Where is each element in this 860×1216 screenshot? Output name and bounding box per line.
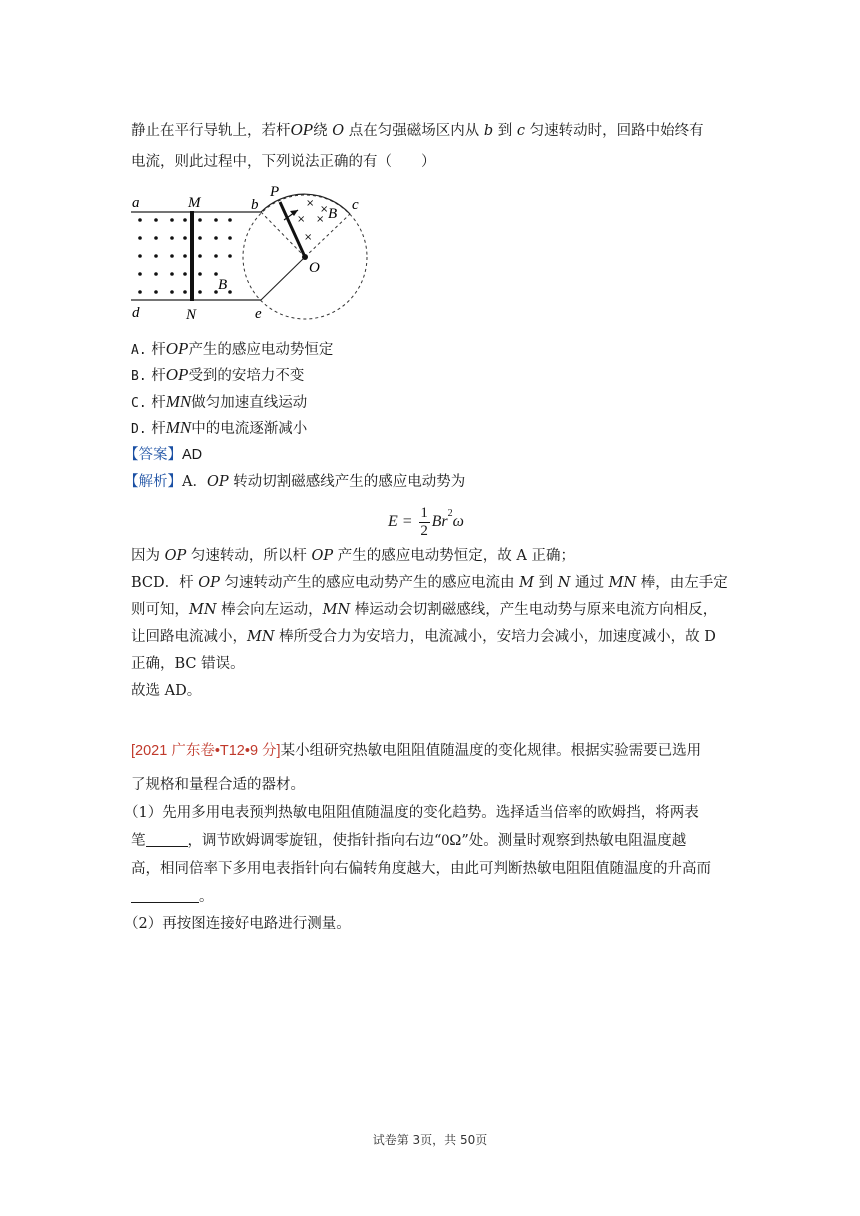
analysis-text: 通过 (570, 575, 609, 591)
analysis-text: 棒，由左手定 (636, 575, 728, 591)
circuit-figure (128, 186, 388, 326)
label-a: a (132, 195, 140, 211)
option-a (131, 339, 333, 361)
analysis-line-5 (131, 627, 716, 647)
svg-text:×: × (316, 214, 325, 225)
var-op: OP (311, 548, 334, 564)
q2-part2-line: （2）再按图连接好电路进行测量。 (124, 916, 351, 932)
stem-text: 点在匀强磁场区内从 (348, 123, 480, 139)
formula-lhs: E = (388, 513, 413, 530)
option-text: 杆 (151, 368, 166, 384)
analysis-text: 转动切割磁感线产生的感应电动势为 (233, 474, 466, 490)
stem-text: 到 (497, 123, 513, 139)
analysis-line-2 (131, 546, 575, 566)
answer-blank-2[interactable] (131, 888, 199, 903)
label-b-field-right: B (328, 206, 338, 222)
label-d: d (132, 305, 140, 321)
var-mn: MN (189, 602, 217, 618)
option-text: 杆 (151, 395, 166, 411)
label-b-field-left: B (218, 277, 228, 293)
option-text: 受到的安培力不变 (188, 368, 305, 384)
answer-blank-1[interactable] (146, 832, 188, 847)
option-prefix: A. (131, 343, 147, 358)
var-b: b (483, 123, 494, 139)
q2-stem-line-2: 了规格和量程合适的器材。 (131, 777, 305, 793)
svg-text:×: × (304, 232, 313, 243)
analysis-line-6: 正确，BC 错误。 (131, 656, 245, 672)
option-var: MN (165, 418, 192, 437)
q1-stem-line-2: 电流，则此过程中，下列说法正确的有（ ） (131, 154, 436, 170)
label-p: P (270, 186, 280, 200)
option-text: 杆 (151, 342, 166, 358)
formula-emf (388, 500, 464, 544)
var-op: OP (290, 120, 314, 139)
formula-omega: ω (452, 513, 464, 530)
q2-part1-line-1: （1）先用多用电表预判热敏电阻阻值随温度的变化趋势。选择适当倍率的欧姆挡，将两表 (124, 805, 699, 821)
var-m: M (519, 575, 534, 591)
analysis-text: 匀速转动，所以杆 (186, 548, 312, 564)
label-c: c (352, 197, 359, 213)
svg-text:×: × (320, 204, 329, 215)
fraction-numerator: 1 (420, 504, 428, 521)
option-var: OP (165, 339, 189, 358)
pivot-o (302, 254, 308, 260)
var-mn: MN (322, 602, 351, 618)
option-var: OP (165, 365, 189, 384)
page-footer: 试卷第 3页，共 50页 (372, 1133, 488, 1147)
label-e: e (255, 306, 262, 322)
analysis-line-1 (124, 472, 465, 492)
answer-line (124, 445, 202, 465)
stem-text: 笔 (131, 833, 146, 849)
magnetic-field-crosses (297, 198, 328, 243)
stem-text: 绕 (313, 123, 328, 139)
option-prefix: C. (131, 396, 147, 411)
formula-rhs: Br (431, 513, 448, 530)
label-m: M (188, 195, 201, 211)
option-d (131, 418, 307, 440)
analysis-text: 棒所受合力为安培力，电流减小，安培力会减小，加速度减小，故 D (274, 629, 716, 645)
analysis-text: 到 (534, 575, 558, 591)
analysis-text: 则可知， (131, 602, 189, 618)
answer-value: AD (182, 447, 203, 463)
var-n: N (557, 575, 571, 591)
q2-part1-line-3: 高，相同倍率下多用电表指针向右偏转角度越大，由此可判断热敏电阻阻值随温度的升高而 (131, 861, 711, 877)
radius-oe (261, 257, 305, 300)
option-prefix: B. (131, 369, 147, 384)
analysis-text: 匀速转动产生的感应电动势产生的感应电流由 (219, 575, 520, 591)
var-op: OP (206, 474, 229, 490)
var-o: O (332, 123, 345, 139)
analysis-line-7: 故选 AD。 (131, 683, 202, 699)
svg-text:×: × (297, 214, 306, 225)
label-n: N (186, 307, 197, 323)
analysis-tag: 【解析】 (124, 474, 182, 490)
option-var: MN (165, 392, 192, 411)
option-text: 中的电流逐渐减小 (191, 421, 308, 437)
zero-ohm: 0Ω (441, 832, 462, 849)
analysis-text: 产生的感应电动势恒定，故 A 正确； (333, 548, 575, 564)
option-text: 杆 (151, 421, 166, 437)
stem-text: 某小组研究热敏电阻阻值随温度的变化规律。根据实验需要已选用 (280, 743, 702, 759)
analysis-text: 棒运动会切割磁感线，产生电动势与原来电流方向相反， (350, 602, 718, 618)
var-mn: MN (608, 575, 637, 591)
q2-part1-line-2 (131, 831, 686, 851)
stem-text: 静止在平行导轨上，若杆 (131, 123, 291, 139)
var-op: OP (164, 548, 187, 564)
formula-exponent: 2 (447, 508, 453, 519)
stem-text: ，调节欧姆调零旋钮，使指针指向右边“ (187, 833, 442, 849)
question-source-tag: [2021 广东卷•T12•9 分] (131, 743, 281, 759)
formula-fraction (419, 505, 430, 540)
stem-text: 匀速转动时，回路中始终有 (529, 123, 704, 139)
analysis-line-3 (131, 573, 728, 593)
analysis-text: A． (182, 474, 207, 490)
var-op: OP (198, 575, 220, 591)
analysis-text: 棒会向左运动， (216, 602, 323, 618)
rod-op (280, 202, 305, 257)
analysis-text: BCD．杆 (131, 575, 199, 591)
answer-tag: 【答案】 (124, 447, 182, 463)
label-o: O (309, 260, 320, 276)
analysis-text: 因为 (131, 548, 165, 564)
option-prefix: D. (131, 422, 147, 437)
analysis-text: 让回路电流减小， (131, 629, 247, 645)
option-c (131, 392, 307, 414)
stem-text: 。 (199, 889, 214, 905)
analysis-line-4 (131, 600, 717, 620)
q2-stem-line-1 (131, 741, 701, 761)
option-text: 做匀加速直线运动 (191, 395, 308, 411)
label-b: b (251, 197, 259, 213)
var-c: c (516, 123, 526, 139)
option-b (131, 365, 304, 387)
option-text: 产生的感应电动势恒定 (188, 342, 334, 358)
fraction-denominator: 2 (420, 522, 428, 539)
svg-text:×: × (306, 198, 315, 209)
stem-text: ”处。测量时观察到热敏电阻温度越 (461, 833, 687, 849)
q1-stem-line-1 (131, 120, 704, 141)
var-mn: MN (247, 629, 275, 645)
rod-mn (190, 211, 194, 301)
q2-part1-line-4 (131, 887, 214, 907)
